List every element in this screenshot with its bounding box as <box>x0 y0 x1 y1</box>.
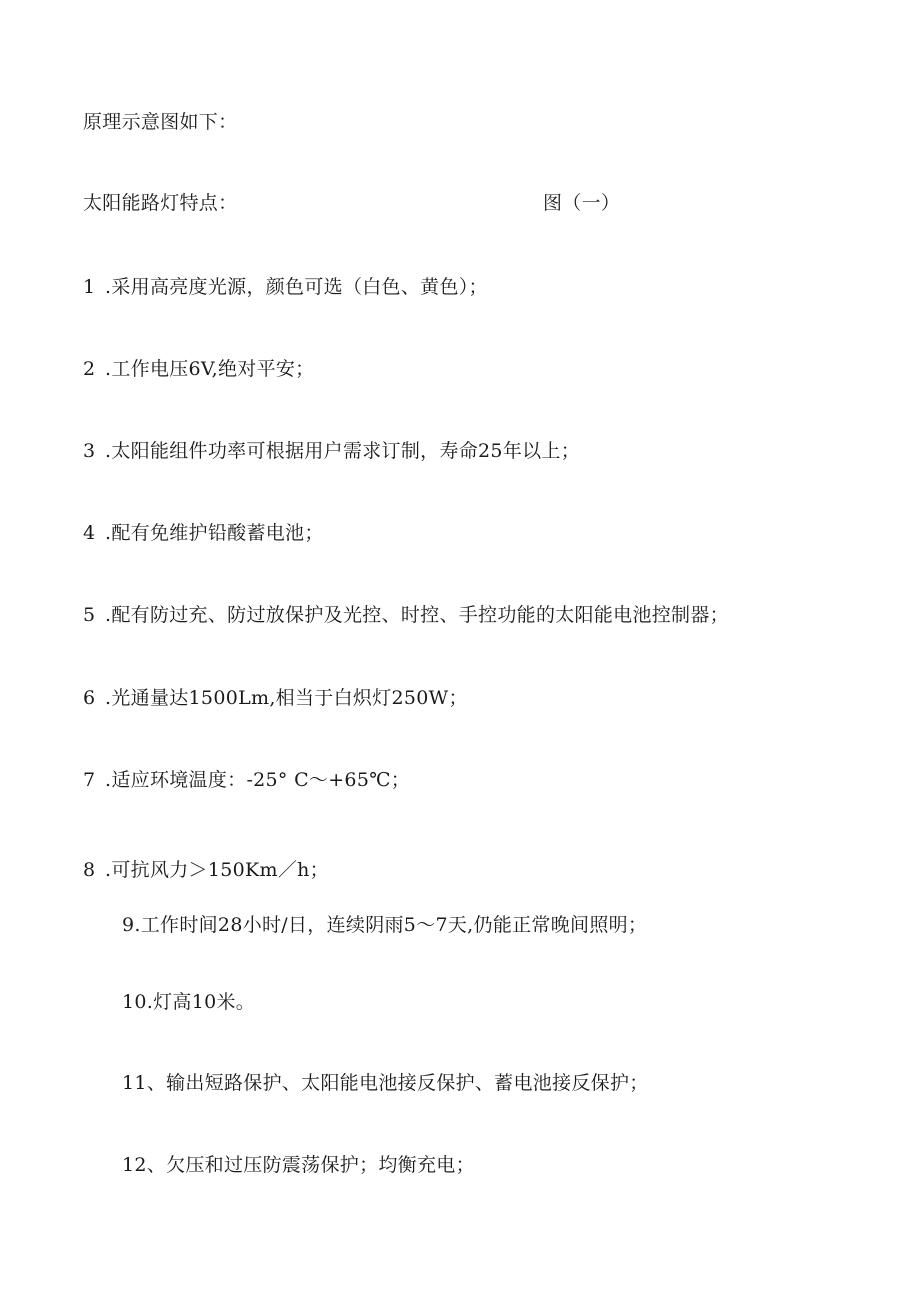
feature-item-9: 9.工作时间28小时/日，连续阴雨5〜7天,仍能正常晚间照明； <box>122 914 648 936</box>
item-text: .光通量达1500Lm,相当于白炽灯250W； <box>105 687 468 709</box>
features-heading: 太阳能路灯特点： <box>83 192 238 214</box>
feature-item-6 <box>83 686 468 710</box>
feature-item-2 <box>83 357 314 381</box>
figure-caption: 图（一） <box>543 192 621 214</box>
intro-text: 原理示意图如下： <box>83 111 238 133</box>
item-text: .太阳能组件功率可根据用户需求订制，寿命25年以上； <box>105 440 581 462</box>
feature-item-10: 10.灯高10米。 <box>122 991 256 1013</box>
item-number: 2 <box>83 358 96 380</box>
feature-item-7 <box>83 768 410 792</box>
item-number: 8 <box>83 859 96 881</box>
item-number: 6 <box>83 687 96 709</box>
item-number: 5 <box>83 604 96 626</box>
item-text: .配有防过充、防过放保护及光控、时控、手控功能的太阳能电池控制器； <box>105 604 729 626</box>
feature-item-8 <box>83 858 329 882</box>
item-text: .工作电压6V,绝对平安； <box>105 358 315 380</box>
feature-item-12: 12、欠压和过压防震荡保护；均衡充电； <box>122 1154 475 1176</box>
feature-item-1 <box>83 275 488 299</box>
feature-item-5 <box>83 603 729 627</box>
item-number: 3 <box>83 440 96 462</box>
item-text: .可抗风力＞150Km／h； <box>105 859 329 881</box>
item-text: .配有免维护铅酸蓄电池； <box>105 522 324 544</box>
feature-item-3 <box>83 439 580 463</box>
feature-item-11: 11、输出短路保护、太阳能电池接反保护、蓄电池接反保护； <box>122 1072 649 1094</box>
item-number: 4 <box>83 522 96 544</box>
feature-item-4 <box>83 521 324 545</box>
item-text: .适应环境温度：-25° C〜+65℃； <box>105 769 411 791</box>
item-number: 7 <box>83 769 96 791</box>
item-text: .采用高亮度光源，颜色可选（白色、黄色）； <box>105 276 488 298</box>
item-number: 1 <box>83 276 96 298</box>
